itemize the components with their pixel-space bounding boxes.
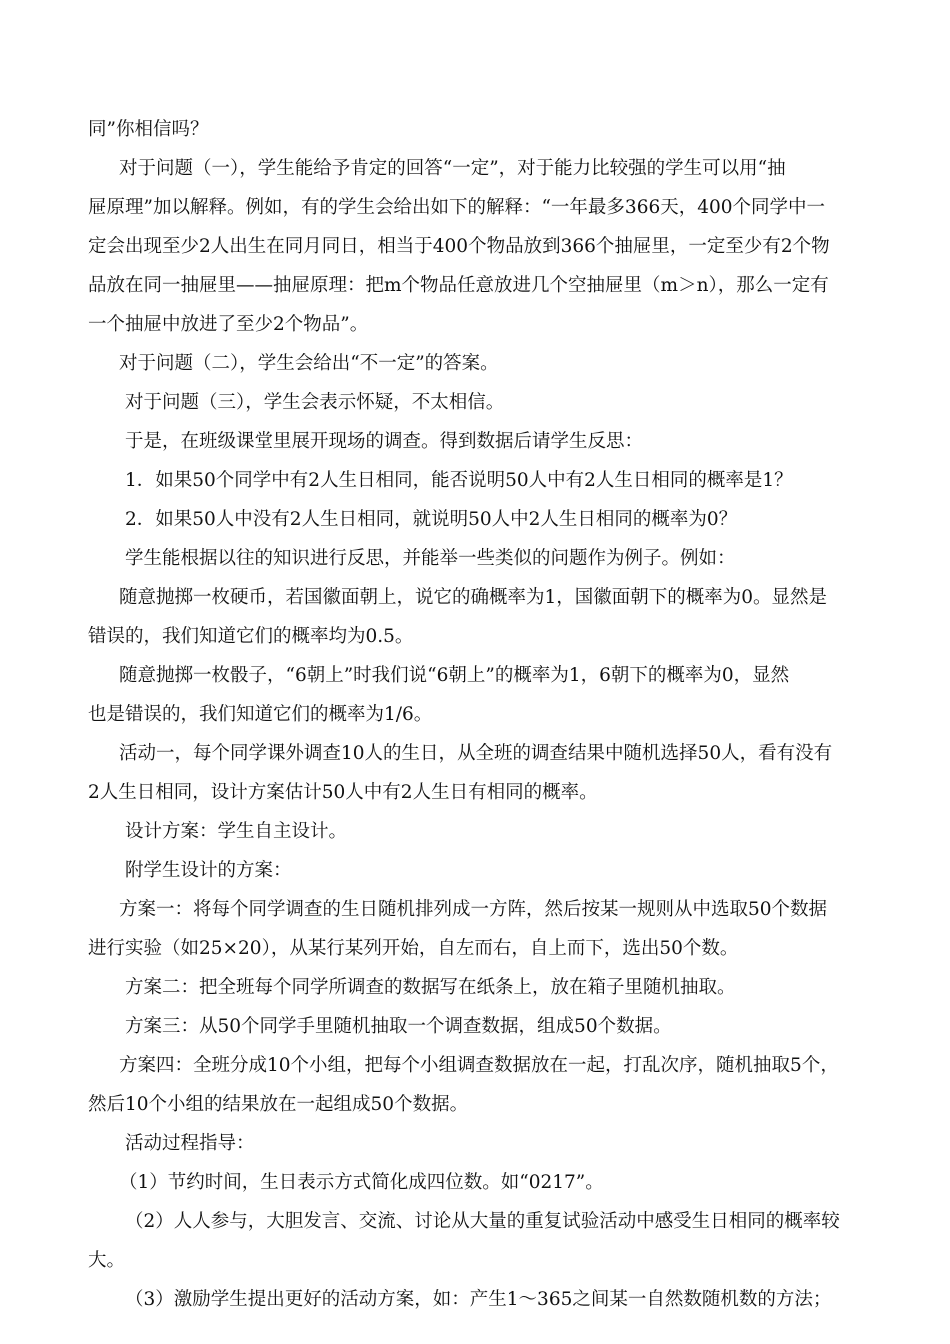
text-line: 进行实验（如25×20），从某行某列开始，自左而右，自上而下，选出50个数。 — [88, 938, 739, 959]
text-line: 大。 — [88, 1250, 126, 1271]
text-line: （2）人人参与，大胆发言、交流、讨论从大量的重复试验活动中感受生日相同的概率较 — [125, 1211, 840, 1232]
text-line: 品放在同一抽屉里——抽屉原理：把m个物品任意放进几个空抽屉里（m＞n），那么一定有 — [88, 275, 829, 296]
text-line: 活动一，每个同学课外调查10人的生日，从全班的调查结果中随机选择50人，看有没有 — [119, 743, 833, 764]
text-line: 方案三：从50个同学手里随机抽取一个调查数据，组成50个数据。 — [125, 1016, 672, 1037]
text-line: 活动过程指导： — [125, 1133, 255, 1154]
text-line: 2．如果50人中没有2人生日相同，就说明50人中2人生日相同的概率为0？ — [125, 509, 738, 530]
text-line: （3）激励学生提出更好的活动方案，如：产生1～365之间某一自然数随机数的方法； — [125, 1289, 832, 1310]
text-line: 学生能根据以往的知识进行反思，并能举一些类似的问题作为例子。例如： — [125, 548, 736, 569]
text-line: 于是，在班级课堂里展开现场的调查。得到数据后请学生反思： — [125, 431, 644, 452]
text-line: （1）节约时间，生日表示方式简化成四位数。如“0217”。 — [119, 1172, 604, 1193]
text-line: 附学生设计的方案： — [125, 860, 292, 881]
text-line: 同”你相信吗？ — [88, 119, 209, 140]
text-line: 对于问题（一），学生能给予肯定的回答“一定”，对于能力比较强的学生可以用“抽 — [119, 158, 786, 179]
text-line: 错误的，我们知道它们的概率均为0.5。 — [88, 626, 414, 647]
text-line: 一个抽屉中放进了至少2个物品”。 — [88, 314, 369, 335]
text-line: 对于问题（三），学生会表示怀疑，不太相信。 — [125, 392, 505, 413]
text-line: 然后10个小组的结果放在一起组成50个数据。 — [88, 1094, 469, 1115]
text-line: 设计方案：学生自主设计。 — [125, 821, 348, 842]
text-line: 屉原理”加以解释。例如，有的学生会给出如下的解释：“一年最多366天，400个同学中一 — [88, 197, 826, 218]
text-line: 定会出现至少2人出生在同月同日，相当于400个物品放到366个抽屉里，一定至少有2个物 — [88, 236, 830, 257]
text-line: 2人生日相同，设计方案估计50人中有2人生日有相同的概率。 — [88, 782, 598, 803]
text-line: 也是错误的，我们知道它们的概率为1/6。 — [88, 704, 433, 725]
text-line: 方案四：全班分成10个小组，把每个小组调查数据放在一起，打乱次序，随机抽取5个， — [119, 1055, 839, 1076]
text-line: 方案一：将每个同学调查的生日随机排列成一方阵，然后按某一规则从中选取50个数据 — [119, 899, 828, 920]
text-line: 随意抛掷一枚硬币，若国徽面朝上，说它的确概率为1，国徽面朝下的概率为0。显然是 — [119, 587, 828, 608]
text-line: 随意抛掷一枚骰子，“6朝上”时我们说“6朝上”的概率为1，6朝下的概率为0，显然 — [119, 665, 790, 686]
text-line: 对于问题（二），学生会给出“不一定”的答案。 — [119, 353, 499, 374]
text-line: 1．如果50个同学中有2人生日相同，能否说明50人中有2人生日相同的概率是1？ — [125, 470, 793, 491]
text-line: 方案二：把全班每个同学所调查的数据写在纸条上，放在箱子里随机抽取。 — [125, 977, 736, 998]
